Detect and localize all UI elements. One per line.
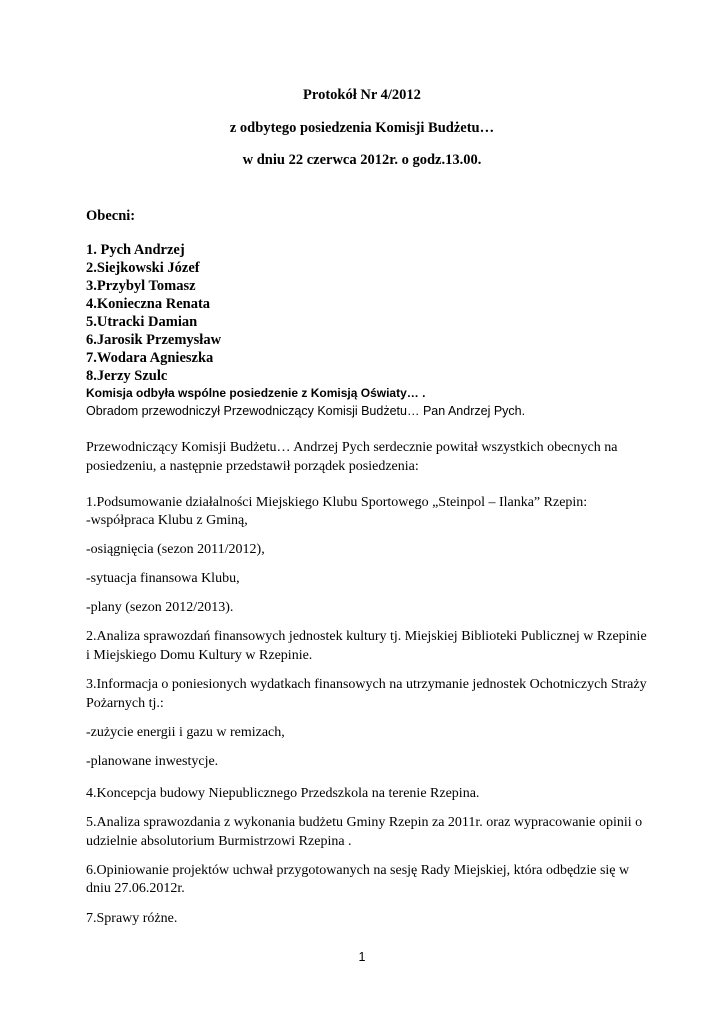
member-item: 2.Siejkowski Józef xyxy=(86,260,200,276)
doc-date: w dniu 22 czerwca 2012r. o godz.13.00. xyxy=(242,152,482,168)
agenda-item-3-sub: -planowane inwestycje. xyxy=(86,754,219,769)
agenda-item-2: 2.Analiza sprawozdań finansowych jednostek kultury tj. Miejskiej Biblioteki Publicznej w Rzepinie xyxy=(86,629,647,644)
member-item: 1. Pych Andrzej xyxy=(86,242,185,258)
chair-note-text: Obradom przewodniczył Przewodniczący Komisji Budżetu… Pan Andrzej Pych. xyxy=(86,404,526,418)
member-item: 3.Przybyl Tomasz xyxy=(86,278,196,294)
member-item: 8.Jerzy Szulc xyxy=(86,368,168,384)
agenda-item-1-sub: -plany (sezon 2012/2013). xyxy=(86,600,234,615)
agenda-item-5: 5.Analiza sprawozdania z wykonania budżetu Gminy Rzepin za 2011r. oraz wypracowanie opinii o xyxy=(86,815,643,830)
chair-note xyxy=(86,403,525,419)
agenda-item-3-sub: -zużycie energii i gazu w remizach, xyxy=(86,725,285,740)
member-item: 7.Wodara Agnieszka xyxy=(86,350,214,366)
doc-subtitle: z odbytego posiedzenia Komisji Budżetu… xyxy=(229,120,495,136)
present-label: Obecni: xyxy=(86,208,136,224)
member-item: 5.Utracki Damian xyxy=(86,314,198,330)
intro-line-1: Przewodniczący Komisji Budżetu… Andrzej Pych serdecznie powitał wszystkich obecnych na xyxy=(86,440,618,455)
agenda-item-6-cont: dniu 27.06.2012r. xyxy=(86,881,185,896)
agenda-item-3-cont: Pożarnych tj.: xyxy=(86,696,164,711)
agenda-item-4: 4.Koncepcja budowy Niepublicznego Przedszkola na terenie Rzepina. xyxy=(86,786,480,801)
member-item: 4.Konieczna Renata xyxy=(86,296,211,312)
agenda-item-7: 7.Sprawy różne. xyxy=(86,911,178,926)
agenda-item-1: 1.Podsumowanie działalności Miejskiego Klubu Sportowego „Steinpol – Ilanka” Rzepin: xyxy=(86,495,588,510)
member-item: 6.Jarosik Przemysław xyxy=(86,332,222,348)
agenda-item-1-sub: -współpraca Klubu z Gminą, xyxy=(86,513,248,528)
joint-session-note: Komisja odbyła wspólne posiedzenie z Komisją Oświaty… . xyxy=(86,386,426,400)
agenda-item-1-sub: -osiągnięcia (sezon 2011/2012), xyxy=(86,542,265,557)
agenda-item-5-cont: udzielnie absolutorium Burmistrzowi Rzepina . xyxy=(86,834,352,849)
page-number: 1 xyxy=(358,950,366,964)
agenda-item-3: 3.Informacja o poniesionych wydatkach finansowych na utrzymanie jednostek Ochotniczych Straży xyxy=(86,677,647,692)
intro-line-2: posiedzeniu, a następnie przedstawił porządek posiedzenia: xyxy=(86,459,419,474)
agenda-item-2-cont: i Miejskiego Domu Kultury w Rzepinie. xyxy=(86,648,313,663)
doc-title: Protokół Nr 4/2012 xyxy=(303,87,421,103)
agenda-item-6: 6.Opiniowanie projektów uchwał przygotowanych na sesję Rady Miejskiej, która odbędzie się w xyxy=(86,863,630,878)
agenda-item-1-sub: -sytuacja finansowa Klubu, xyxy=(86,571,240,586)
